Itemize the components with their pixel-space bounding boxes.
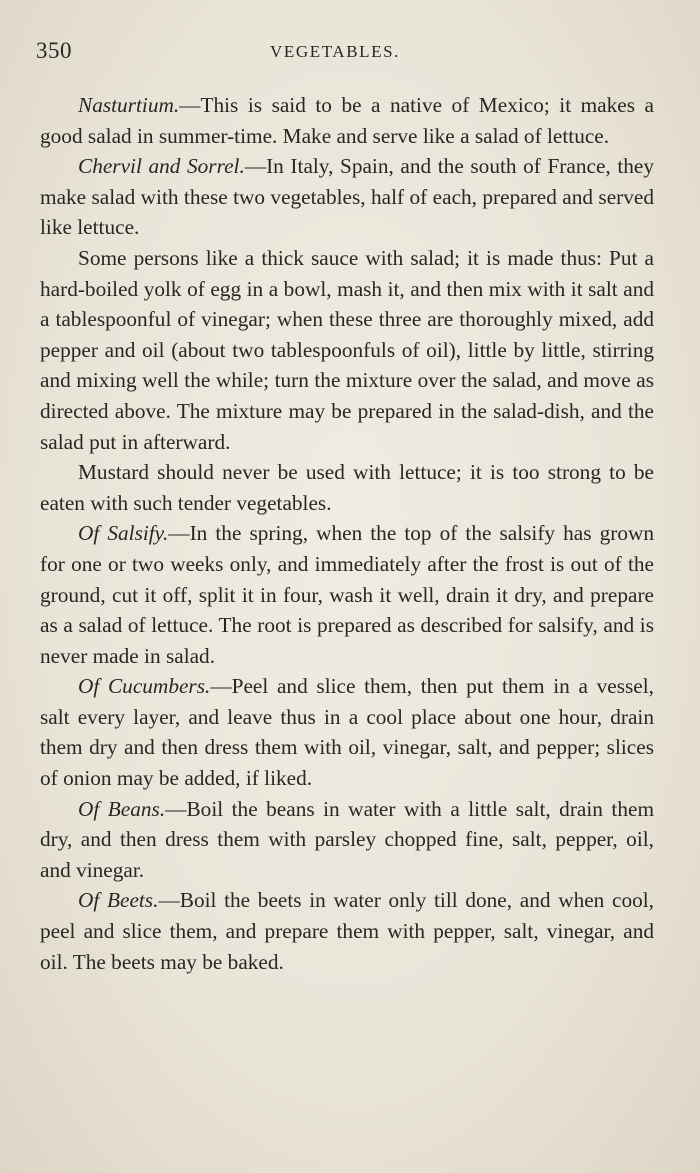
paragraph-text: —Peel and slice them, then put them in a vessel, salt every layer, and leave thus in a cool place about one hour, drain them dry and then dress them with oil, vinegar, salt, and pepper; slices of onion may be added, if liked. xyxy=(40,674,654,791)
paragraph-title: Of Beets. xyxy=(78,888,159,913)
paragraph-beets xyxy=(40,885,654,977)
paragraph-text: Mustard should never be used with lettuce; it is too strong to be eaten with such tender vegetables. xyxy=(40,460,654,515)
paragraph-cucumbers xyxy=(40,671,654,793)
page-header-title: VEGETABLES. xyxy=(270,42,401,61)
paragraph-mustard xyxy=(40,457,654,518)
paragraph-text: —This is said to be a native of Mexico; it makes a good salad in summer-time. Make and serve like a salad of lettuce. xyxy=(40,93,654,148)
paragraph-thick-sauce xyxy=(40,243,654,457)
paragraph-text: —In Italy, Spain, and the south of France, they make salad with these two vegetables, half of each, prepared and served like lettuce. xyxy=(40,154,654,240)
paragraph-chervil-sorrel xyxy=(40,151,654,243)
paragraph-title: Chervil and Sorrel. xyxy=(78,154,245,179)
page-number: 350 xyxy=(36,38,72,63)
paragraph-title: Nasturtium. xyxy=(78,93,180,117)
paragraph-text: —Boil the beans in water with a little salt, drain them dry, and then dress them with parsley chopped fine, salt, pepper, oil, and vinegar. xyxy=(40,796,655,882)
paragraph-salsify xyxy=(40,518,654,671)
paragraph-beans xyxy=(40,794,654,886)
paragraph-nasturtium xyxy=(40,90,654,151)
paragraph-text: Some persons like a thick sauce with salad; it is made thus: Put a hard-boiled yolk of egg in a bowl, mash it, and then mix with it salt and a tablespoonful of vinegar; when these three are thoroughly mixed, add pepper and oil (about two tablespoonfuls of oil), little by little, stirring and mixing well the while; turn the mixture over the salad, and move as directed above. The mixture may be prepared in the salad-dish, and the salad put in afterward. xyxy=(40,245,654,454)
paragraph-title: Of Cucumbers. xyxy=(78,674,211,699)
text-body xyxy=(40,90,654,977)
running-head xyxy=(36,38,660,68)
paragraph-text: —Boil the beets in water only till done, and when cool, peel and slice them, and prepare them with pepper, salt, vinegar, and oil. The beets may be baked. xyxy=(40,888,655,974)
paragraph-title: Of Beans. xyxy=(78,796,166,821)
paragraph-title: Of Salsify. xyxy=(78,521,169,546)
paragraph-text: —In the spring, when the top of the salsify has grown for one or two weeks only, and immediately after the frost is out of the ground, cut it off, split it in four, wash it well, drain it dry, and prepare as a salad of lettuce. The root is prepared as described for salsify, and is never made in salad. xyxy=(40,521,654,668)
